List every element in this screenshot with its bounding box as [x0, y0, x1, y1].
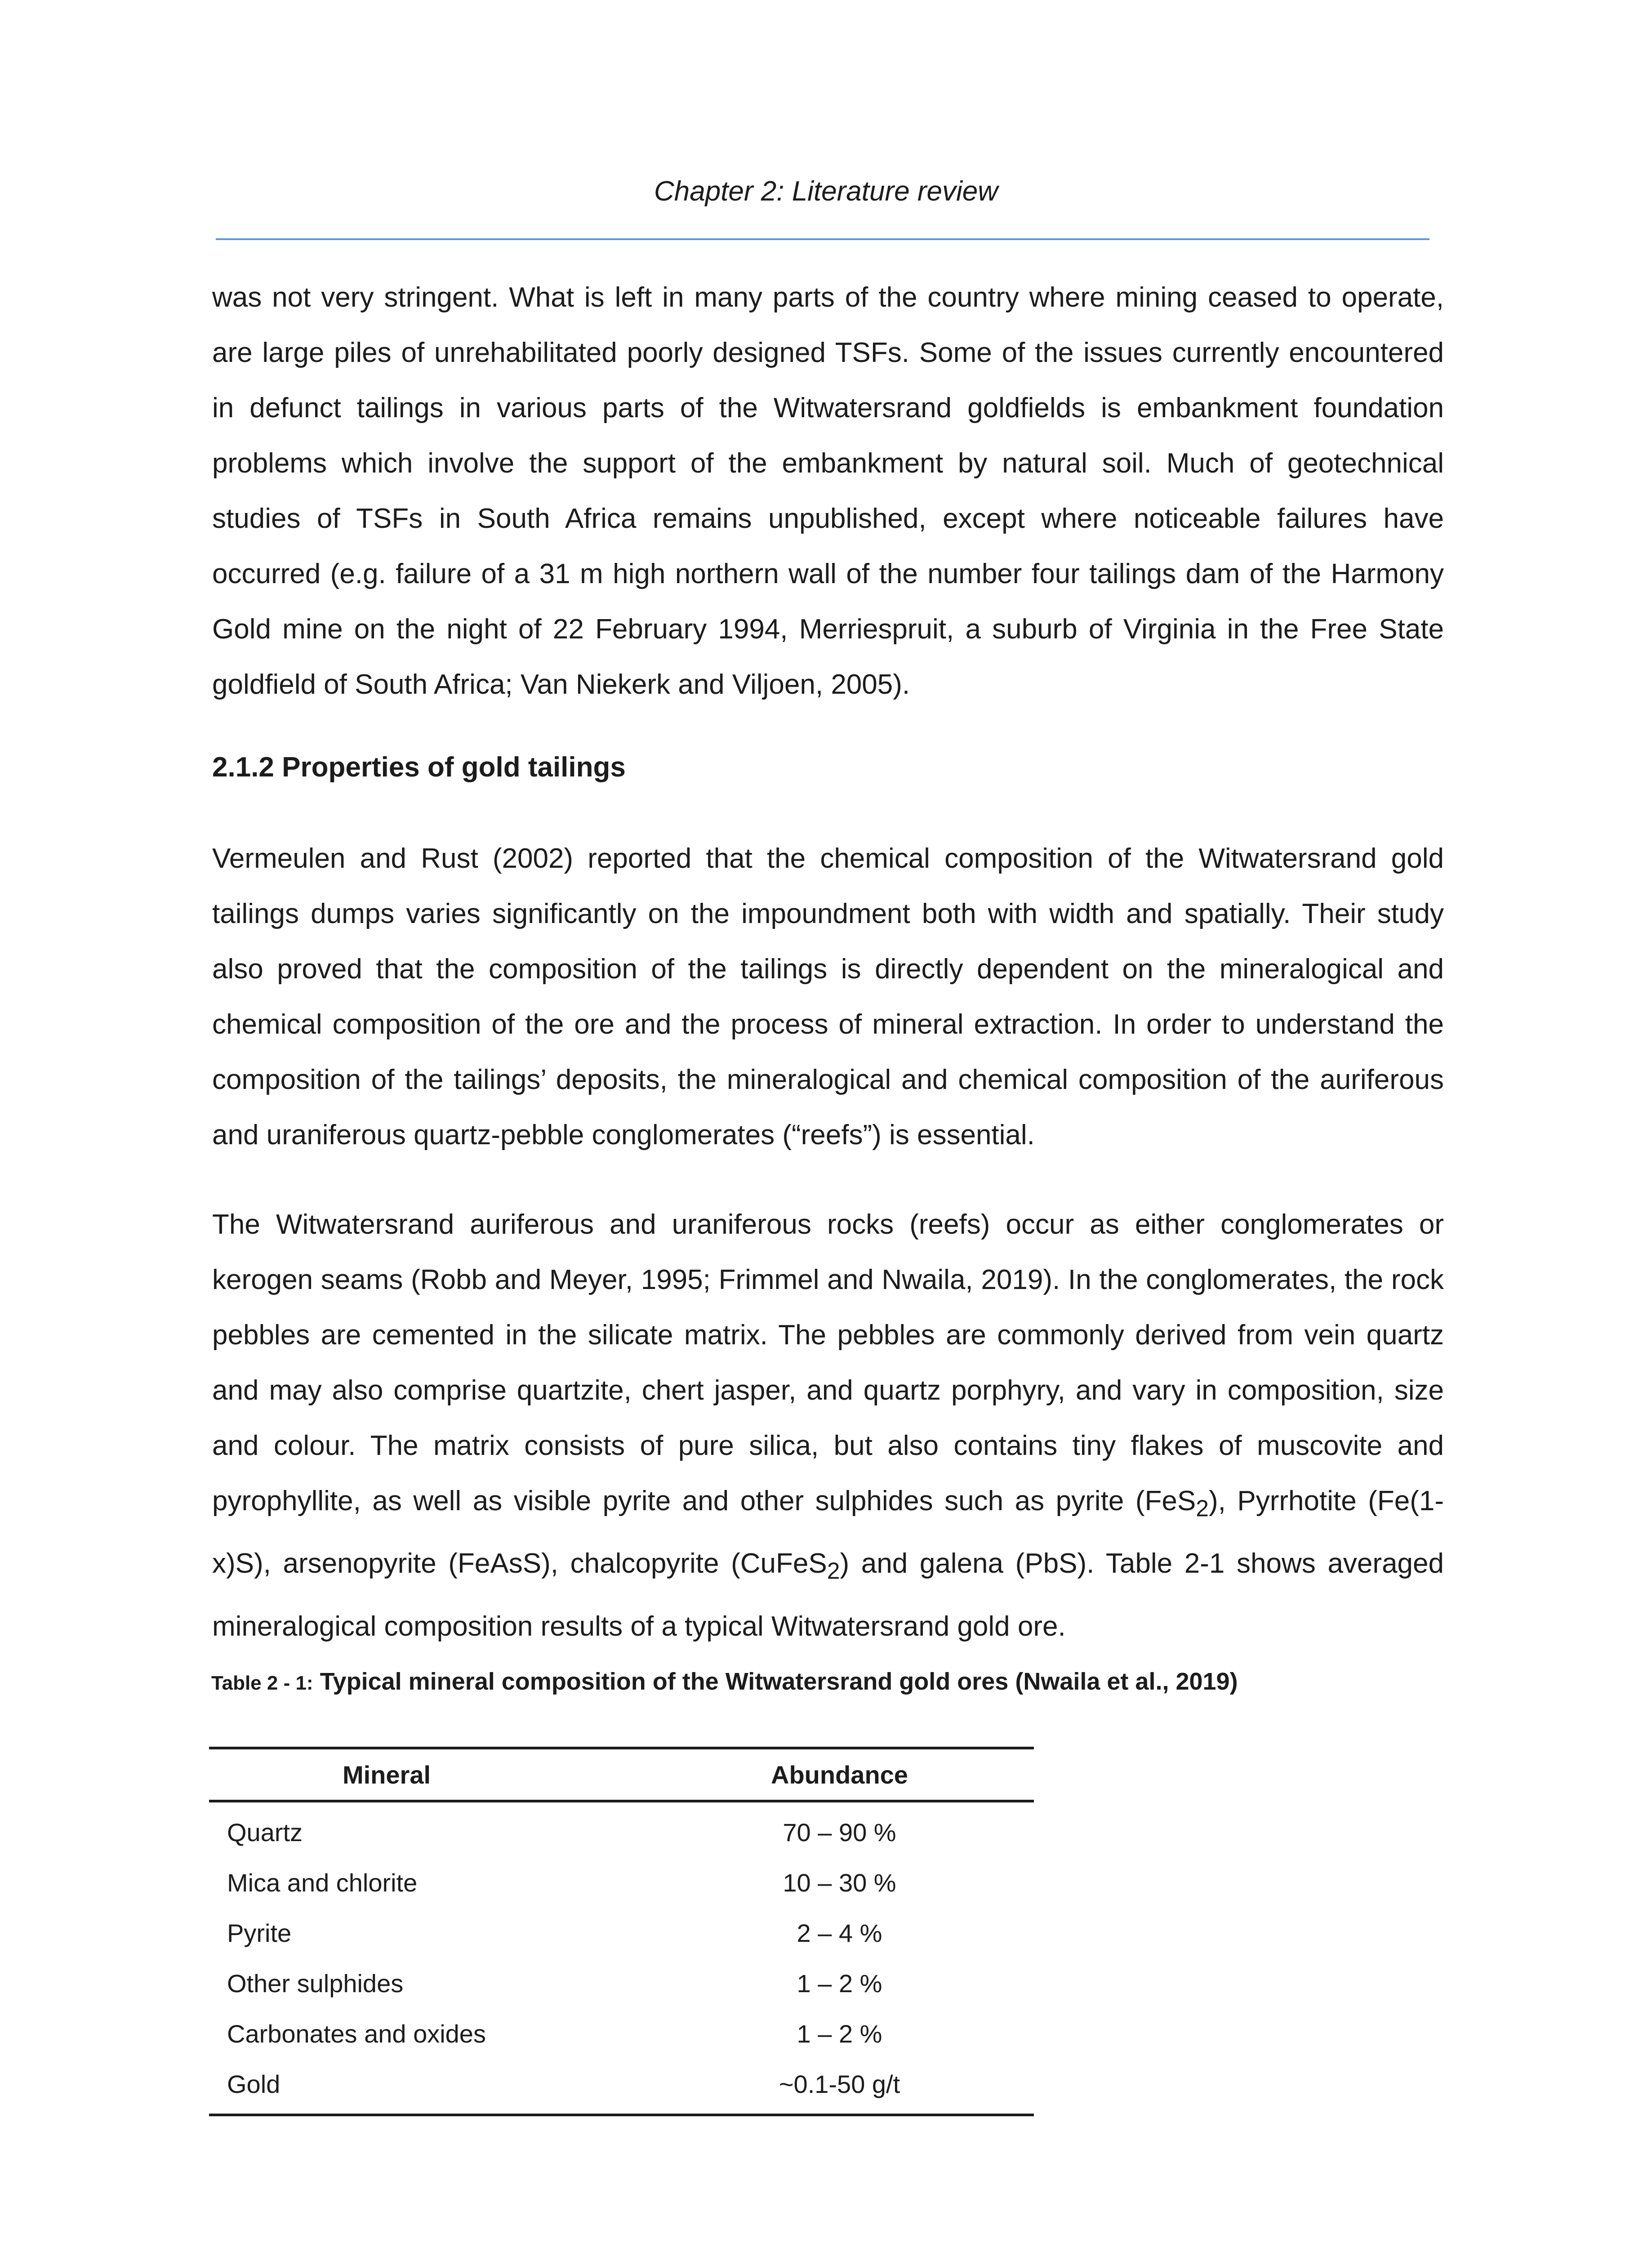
- running-header: Chapter 2: Literature review: [654, 176, 998, 207]
- header-divider: [216, 238, 1429, 240]
- table-body: [209, 1802, 1034, 2116]
- mineral-cell: Mica and chlorite: [227, 1868, 418, 1897]
- table-row: [209, 2059, 1034, 2109]
- abundance-cell: 10 – 30 %: [783, 1868, 896, 1897]
- paragraph-3-container: [212, 1197, 1444, 1654]
- paragraph-3: [212, 1197, 1444, 1654]
- paragraph-2: Vermeulen and Rust (2002) reported that the chemical composition of the Witwatersrand gold tailings dumps varies significantly on the impoundment both with width and spatially. Their study also proved that the composition of the tailings is directly dependent on the mineralogical and chemical composition of the ore and the process of mineral extraction. In order to understand the composition of the tailings’ deposits, the mineralogical and chemical composition of the auriferous and uraniferous quartz-pebble conglomerates (“reefs”) is essential.: [212, 843, 1444, 1151]
- paragraph-3-part-b: ), Pyrrhotite (Fe(1-x)S), arsenopyrite (FeAsS), chalcopyrite (CuFeS: [212, 1485, 1444, 1579]
- abundance-cell: 1 – 2 %: [797, 2019, 882, 2048]
- table-header-row: [209, 1747, 1034, 1802]
- mineral-cell: Quartz: [227, 1818, 303, 1847]
- paragraph-1-container: [212, 270, 1444, 712]
- section-heading: 2.1.2 Properties of gold tailings: [212, 752, 626, 783]
- subscript-2: 2: [1196, 1495, 1209, 1521]
- abundance-cell: 2 – 4 %: [797, 1918, 882, 1947]
- mineral-cell: Carbonates and oxides: [227, 2019, 486, 2048]
- paragraph-3-part-c: ) and galena (PbS). Table 2-1 shows averaged mineralogical composition results of a typical Witwatersrand gold ore.: [212, 1548, 1444, 1642]
- mineral-cell: Pyrite: [227, 1918, 292, 1947]
- mineral-cell: Other sulphides: [227, 1969, 404, 1998]
- section-heading-container: [212, 740, 1444, 795]
- column-header-mineral: Mineral: [342, 1760, 431, 1789]
- abundance-cell: 1 – 2 %: [797, 1969, 882, 1998]
- paragraph-2-container: [212, 831, 1444, 1163]
- abundance-cell: ~0.1-50 g/t: [779, 2070, 900, 2098]
- column-header-abundance: Abundance: [771, 1760, 908, 1789]
- mineral-composition-table: [209, 1747, 1034, 2116]
- paragraph-3-part-a: The Witwatersrand auriferous and uraniferous rocks (reefs) occur as either conglomerates or kerogen seams (Robb and Meyer, 1995; Frimmel and Nwaila, 2019). In the conglomerates, the rock pebbles are cemented in the silicate matrix. The pebbles are commonly derived from vein quartz and may also comprise quartzite, chert jasper, and quartz porphyry, and vary in composition, size and colour. The matrix consists of pure silica, but also contains tiny flakes of muscovite and pyrophyllite, as well as visible pyrite and other sulphides such as pyrite (FeS: [212, 1209, 1444, 1517]
- table-row: [209, 1958, 1034, 2008]
- table-caption: [211, 1664, 1470, 1701]
- table-caption-label: Table 2 - 1:: [211, 1672, 313, 1694]
- table-row: [209, 1908, 1034, 1958]
- paragraph-1: was not very stringent. What is left in many parts of the country where mining ceased to operate, are large piles of unrehabilitated poorly designed TSFs. Some of the issues currently encountered in defunct tailings in various parts of the Witwatersrand goldfields is embankment foundation problems which involve the support of the embankment by natural soil. Much of geotechnical studies of TSFs in South Africa remains unpublished, except where noticeable failures have occurred (e.g. failure of a 31 m high northern wall of the number four tailings dam of the Harmony Gold mine on the night of 22 February 1994, Merriespruit, a suburb of Virginia in the Free State goldfield of South Africa; Van Niekerk and Viljoen, 2005).: [212, 282, 1444, 700]
- table-row: [209, 1857, 1034, 1908]
- abundance-cell: 70 – 90 %: [783, 1818, 896, 1847]
- table-row: [209, 2008, 1034, 2059]
- table-row: [209, 1807, 1034, 1857]
- mineral-cell: Gold: [227, 2070, 281, 2098]
- table-caption-text: Typical mineral composition of the Witwatersrand gold ores (Nwaila et al., 2019): [313, 1668, 1238, 1695]
- subscript-2: 2: [827, 1557, 840, 1584]
